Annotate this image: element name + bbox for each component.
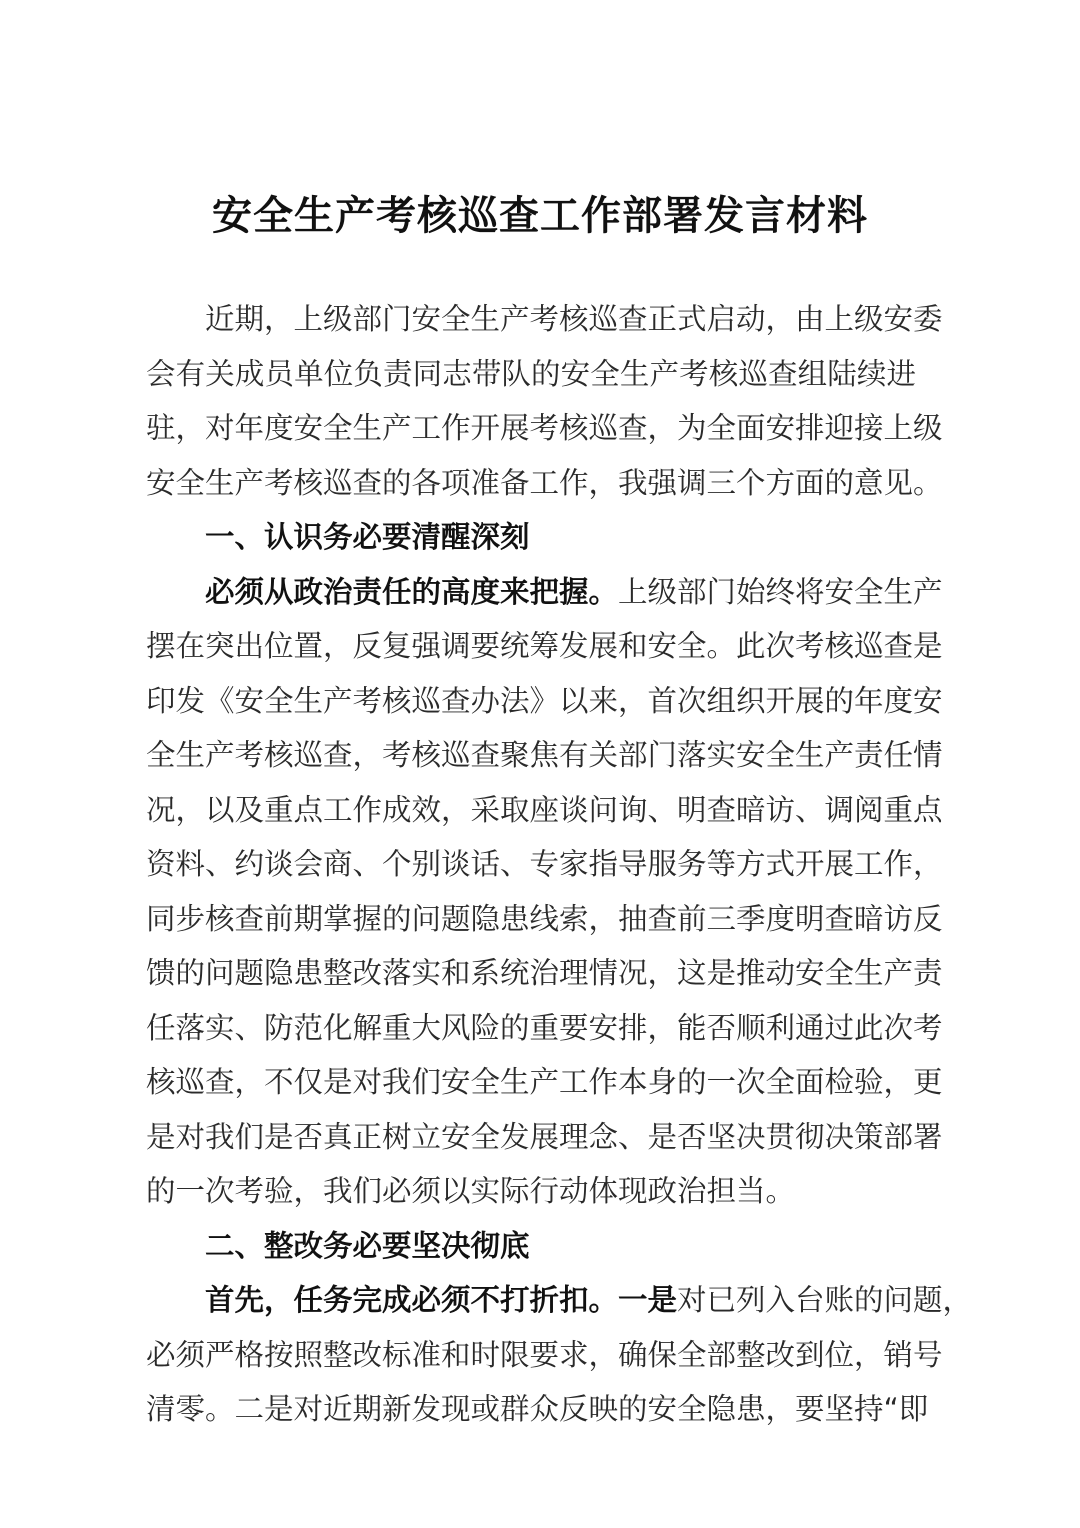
document-title: 安全生产考核巡查工作部署发言材料 xyxy=(212,192,868,239)
text-line xyxy=(146,1273,973,1328)
text-line: 必须严格按照整改标准和时限要求，确保全部整改到位，销号 xyxy=(146,1337,943,1372)
text-line: 近期，上级部门安全生产考核巡查正式启动，由上级安委 xyxy=(205,302,943,336)
lead-sentence: 首先，任务完成必须不打折扣。一是 xyxy=(205,1283,678,1317)
text-line xyxy=(146,565,943,620)
section-heading: 二、整改务必要坚决彻底 xyxy=(205,1228,530,1263)
text-line: 全生产考核巡查，考核巡查聚焦有关部门落实安全生产责任情 xyxy=(146,738,943,772)
text-line: 摆在突出位置，反复强调要统筹发展和安全。此次考核巡查是 xyxy=(146,629,943,663)
section2-paragraph xyxy=(146,1273,973,1437)
text-line: 安全生产考核巡查的各项准备工作，我强调三个方面的意见。 xyxy=(146,465,943,500)
text-line: 会有关成员单位负责同志带队的安全生产考核巡查组陆续进 xyxy=(146,356,916,391)
text-line: 是对我们是否真正树立安全发展理念、是否坚决贯彻决策部署 xyxy=(146,1119,943,1154)
section1-paragraph xyxy=(146,565,943,1219)
text-fragment: 上级部门始终将安全生产 xyxy=(618,574,943,609)
text-line: 的一次考验，我们必须以实际行动体现政治担当。 xyxy=(146,1174,796,1208)
text-line: 同步核查前期掌握的问题隐患线索，抽查前三季度明查暗访反 xyxy=(146,901,943,936)
document-body xyxy=(146,292,973,1437)
text-line: 印发《安全生产考核巡查办法》以来，首次组织开展的年度安 xyxy=(146,683,943,718)
text-fragment: 对已列入台账的问题， xyxy=(677,1283,973,1317)
intro-paragraph xyxy=(146,292,943,510)
text-line: 驻，对年度安全生产工作开展考核巡查，为全面安排迎接上级 xyxy=(146,411,943,445)
text-line: 馈的问题隐患整改落实和系统治理情况，这是推动安全生产责 xyxy=(146,956,943,990)
section-heading: 一、认识务必要清醒深刻 xyxy=(205,520,530,554)
text-line: 任落实、防范化解重大风险的重要安排，能否顺利通过此次考 xyxy=(146,1010,943,1045)
lead-sentence: 必须从政治责任的高度来把握。 xyxy=(205,574,619,609)
text-line: 核巡查，不仅是对我们安全生产工作本身的一次全面检验，更 xyxy=(146,1065,943,1099)
text-line: 资料、约谈会商、个别谈话、专家指导服务等方式开展工作， xyxy=(146,847,943,881)
text-line: 清零。二是对近期新发现或群众反映的安全隐患，要坚持“即 xyxy=(146,1392,929,1426)
text-line: 况，以及重点工作成效，采取座谈问询、明查暗访、调阅重点 xyxy=(146,792,943,827)
